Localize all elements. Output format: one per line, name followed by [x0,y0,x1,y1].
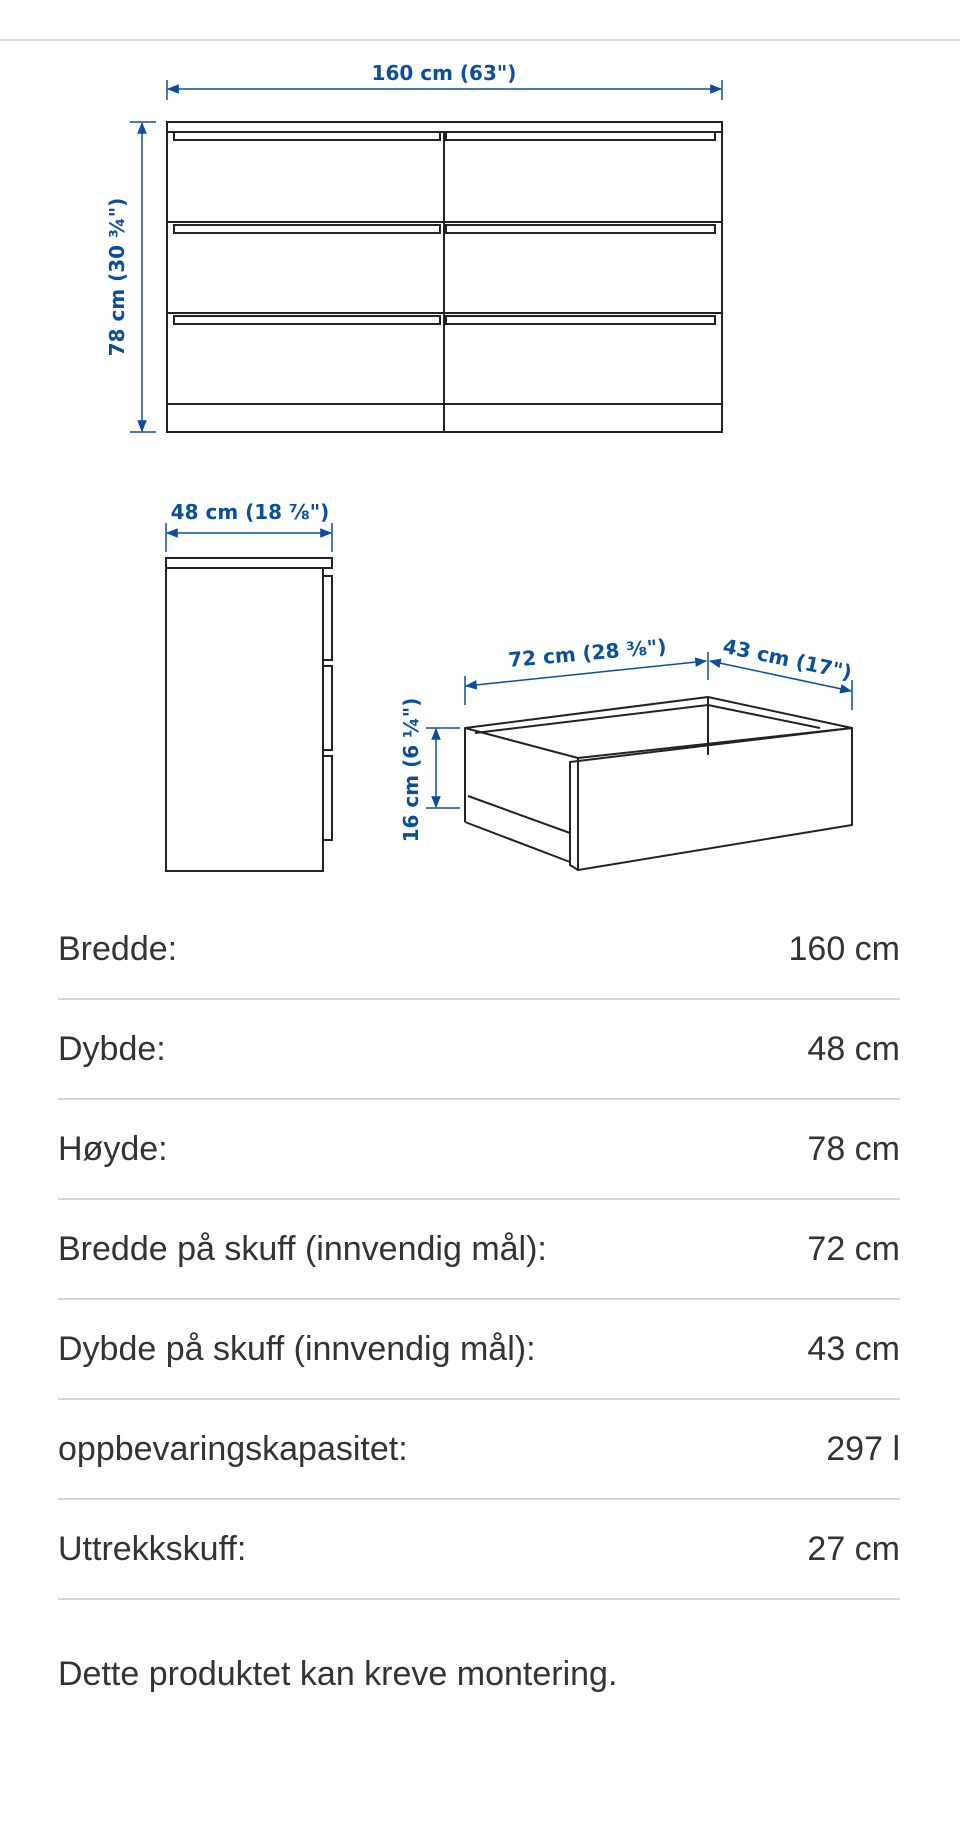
drawer-view [465,697,852,870]
dimension-value: 297 l [826,1429,900,1468]
dimension-row-drawer-extension [58,1500,900,1600]
dimension-value: 27 cm [807,1529,900,1568]
dimension-row-depth [58,1000,900,1100]
next-section-heading-cutoff [58,1792,318,1832]
dimension-label: oppbevaringskapasitet: [58,1429,408,1468]
drawer-width-label: 72 cm (28 ⅜") [507,634,668,672]
drawer-dimension-lines [426,652,852,808]
height-label: 78 cm (30 ¾") [105,197,129,357]
dimension-value: 160 cm [788,929,900,968]
depth-label: 48 cm (18 ⅞") [170,500,330,524]
dimension-row-drawer-depth [58,1300,900,1400]
dimension-row-drawer-width [58,1200,900,1300]
dimension-label: Bredde: [58,929,178,968]
dimension-diagram [0,0,960,900]
dimension-value: 43 cm [807,1329,900,1368]
dimension-value: 72 cm [807,1229,900,1268]
dimension-row-height [58,1100,900,1200]
width-label: 160 cm (63") [371,61,517,85]
front-view [167,122,722,432]
dimension-label: Uttrekkskuff: [58,1529,247,1568]
dimension-row-width [58,900,900,1000]
assembly-note: Dette produktet kan kreve montering. [58,1655,618,1693]
dimension-value: 48 cm [807,1029,900,1068]
side-dimension-lines [166,523,332,552]
dimension-row-capacity [58,1400,900,1500]
dimensions-list [58,900,900,1600]
drawer-height-label: 16 cm (6 ¼") [399,697,423,843]
drawer-depth-label: 43 cm (17") [720,633,855,685]
side-view [166,558,332,871]
dimension-value: 78 cm [807,1129,900,1168]
dimension-label: Høyde: [58,1129,168,1168]
dimension-label: Bredde på skuff (innvendig mål): [58,1229,547,1268]
dimension-label: Dybde: [58,1029,166,1068]
dimension-label: Dybde på skuff (innvendig mål): [58,1329,536,1368]
